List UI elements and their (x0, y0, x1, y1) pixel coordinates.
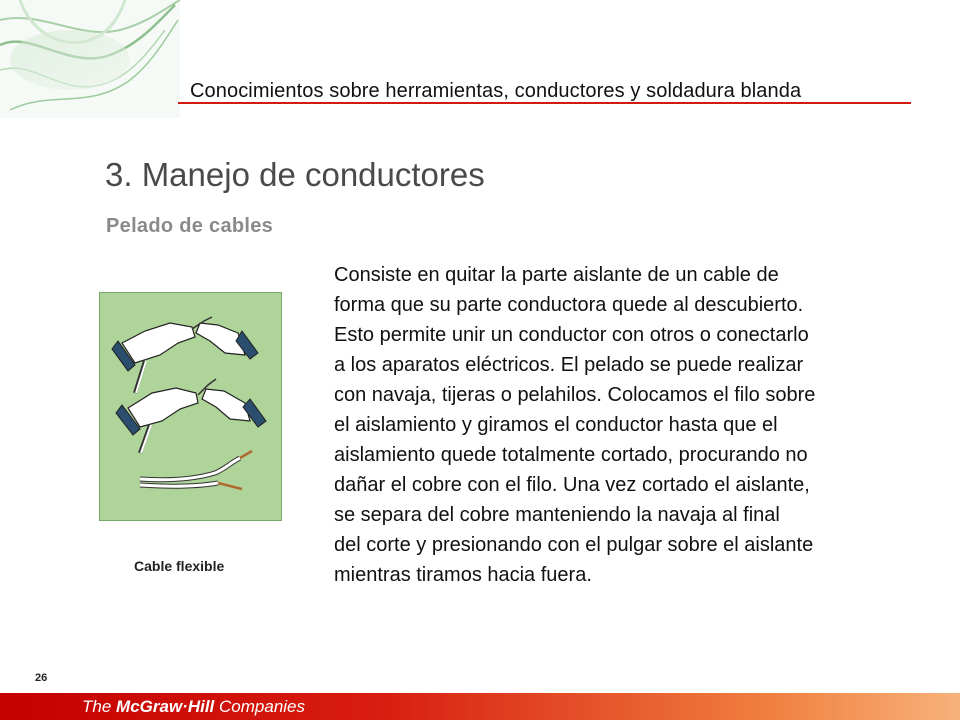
body-line: mientras tiramos hacia fuera. (334, 564, 592, 586)
header-title: Conocimientos sobre herramientas, conductores y soldadura blanda (190, 80, 802, 102)
body-line: el aislamiento y giramos el conductor hasta que el (334, 414, 778, 436)
publisher-logo (82, 697, 305, 717)
section-subtitle: Pelado de cables (106, 215, 274, 237)
footer-bar (0, 693, 960, 720)
page-title: 3. Manejo de conductores (105, 156, 485, 193)
body-line: forma que su parte conductora quede al descubierto. (334, 294, 804, 316)
header-rule (178, 102, 911, 104)
cable-stripping-illustration (99, 292, 282, 521)
figure-caption: Cable flexible (134, 558, 225, 574)
body-line: Esto permite unir un conductor con otros o conectarlo (334, 324, 809, 346)
hands-stripping-cable-drawing (100, 293, 281, 520)
body-line: con navaja, tijeras o pelahilos. Colocamos el filo sobre (334, 384, 816, 406)
logo-prefix: The (82, 697, 112, 716)
body-line: se separa del cobre manteniendo la navaja al final (334, 504, 780, 526)
page-number: 26 (35, 672, 48, 684)
logo-suffix: Companies (219, 697, 306, 716)
decorative-swirl-graphic (0, 0, 180, 118)
body-line: Consiste en quitar la parte aislante de un cable de (334, 264, 779, 286)
body-paragraph (334, 260, 904, 590)
body-line: a los aparatos eléctricos. El pelado se puede realizar (334, 354, 804, 376)
logo-brand: McGraw·Hill (116, 697, 215, 716)
body-line: del corte y presionando con el pulgar sobre el aislante (334, 534, 814, 556)
body-line: aislamiento quede totalmente cortado, procurando no (334, 444, 808, 466)
body-line: dañar el cobre con el filo. Una vez cortado el aislante, (334, 474, 810, 496)
